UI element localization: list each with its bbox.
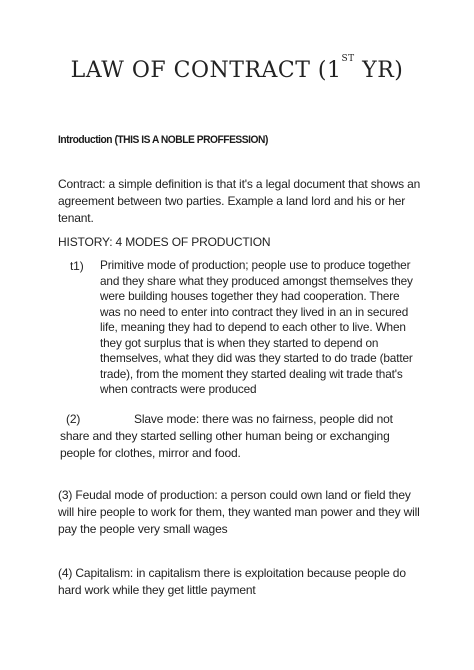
document-title — [0, 54, 474, 83]
title-text: LAW OF CONTRACT (1 — [70, 58, 342, 83]
mode-3-label: (3) — [58, 488, 73, 502]
history-heading: HISTORY: 4 MODES OF PRODUCTION — [58, 235, 271, 249]
mode-2-label: (2) — [66, 412, 81, 426]
title-superscript: ST — [341, 54, 355, 64]
intro-heading: Introduction (THIS IS A NOBLE PROFFESSION) — [58, 134, 268, 146]
contract-definition: Contract: a simple definition is that it's a legal document that shows an agreement between two parties. Example a land lord and his or her tenant. — [58, 177, 421, 225]
mode-4-paragraph — [58, 565, 420, 599]
mode-1-text: Primitive mode of production; people use to produce together and they share what they produced amongst themselves they were building houses together they had cooperation. There was no need to enter into contract they lived in an in secured life, meaning they had to depend to each other to live. When they got surplus that is when they started to depend on themselves, what they did was they started to do trade (batter trade), from the moment they started dealing wit trade that's when contracts were produced — [100, 258, 413, 396]
mode-3-text: Feudal mode of production: a person could own land or field they will hire people to work for them, they wanted man power and they will pay the people very small wages — [58, 488, 420, 536]
mode-2-text: Slave mode: there was no fairness, people did not share and they started selling other human being or exchanging people for clothes, mirror and food. — [60, 412, 393, 460]
mode-2-paragraph — [60, 411, 420, 462]
mode-3-paragraph — [58, 487, 420, 538]
mode-4-text: Capitalism: in capitalism there is exploitation because people do hard work while they get little payment — [58, 566, 406, 597]
mode-1-label: t1) — [70, 259, 84, 273]
mode-4-label: (4) — [58, 566, 73, 580]
title-end: YR) — [354, 58, 404, 83]
